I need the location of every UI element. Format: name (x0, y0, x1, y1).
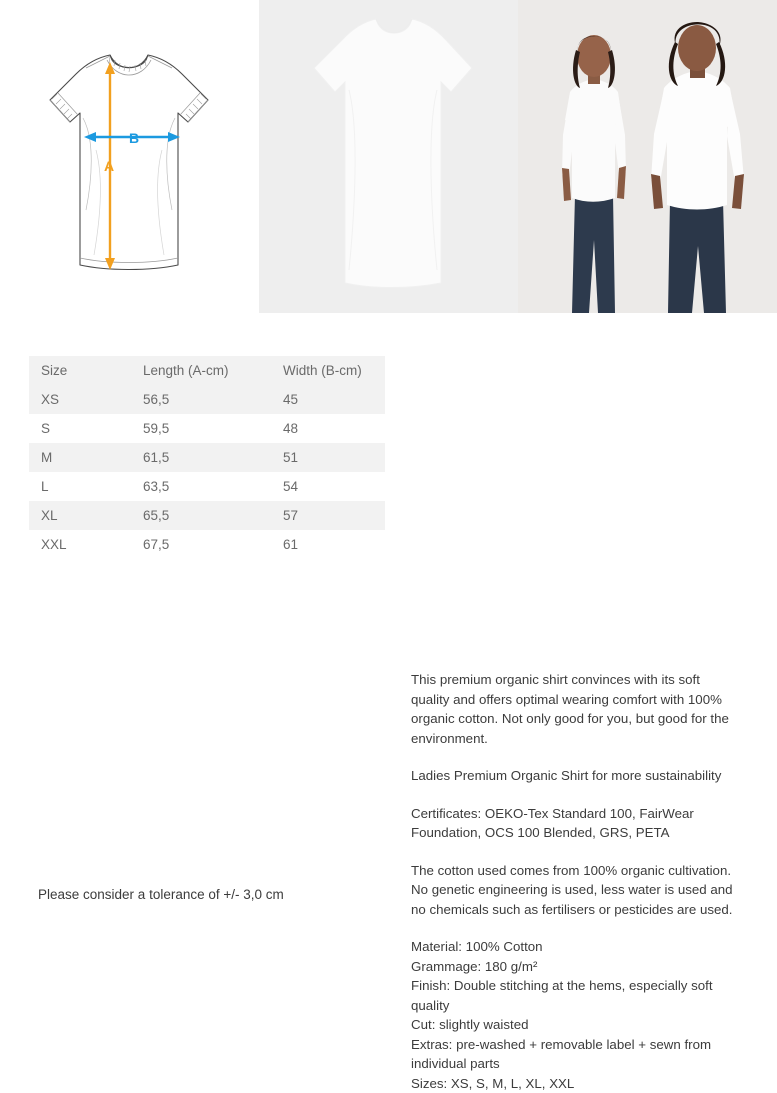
table-row (29, 472, 385, 501)
col-header-size: Size (29, 356, 131, 385)
table-row (29, 385, 385, 414)
table-row (29, 443, 385, 472)
description-certificates: Certificates: OEKO-Tex Standard 100, FairWear Foundation, OCS 100 Blended, GRS, PETA (411, 804, 741, 843)
cell-length: 56,5 (131, 385, 271, 414)
spec-finish: Finish: Double stitching at the hems, especially soft quality (411, 976, 741, 1015)
cell-length: 67,5 (131, 530, 271, 559)
col-header-length: Length (A-cm) (131, 356, 271, 385)
cell-size: XS (29, 385, 131, 414)
white-t-shirt-flat-icon (259, 0, 518, 313)
cell-width: 61 (271, 530, 385, 559)
cell-length: 65,5 (131, 501, 271, 530)
spec-sizes: Sizes: XS, S, M, L, XL, XXL (411, 1074, 741, 1093)
size-chart-table (29, 356, 385, 559)
flat-lay-panel (259, 0, 518, 313)
col-header-width: Width (B-cm) (271, 356, 385, 385)
models-photo-panel (518, 0, 777, 313)
spec-cut: Cut: slightly waisted (411, 1015, 741, 1035)
cell-size: M (29, 443, 131, 472)
spec-extras: Extras: pre-washed + removable label + sewn from individual parts (411, 1035, 741, 1074)
description-cotton-note: The cotton used comes from 100% organic cultivation. No genetic engineering is used, less water is used and no chemicals such as fertilisers or pesticides are used. (411, 861, 741, 920)
cell-size: XL (29, 501, 131, 530)
cell-length: 63,5 (131, 472, 271, 501)
cell-width: 57 (271, 501, 385, 530)
cell-size: XXL (29, 530, 131, 559)
cell-length: 61,5 (131, 443, 271, 472)
cell-width: 51 (271, 443, 385, 472)
t-shirt-measurement-icon (0, 0, 259, 313)
cell-width: 48 (271, 414, 385, 443)
cell-width: 54 (271, 472, 385, 501)
measurement-diagram-panel (0, 0, 259, 313)
tolerance-note: Please consider a tolerance of +/- 3,0 cm (38, 887, 284, 902)
cell-size: S (29, 414, 131, 443)
product-description (411, 670, 741, 1093)
description-product-line: Ladies Premium Organic Shirt for more sustainability (411, 766, 741, 786)
spec-grammage: Grammage: 180 g/m² (411, 957, 741, 977)
spec-material: Material: 100% Cotton (411, 937, 741, 957)
product-details-section (0, 313, 777, 873)
cell-width: 45 (271, 385, 385, 414)
cell-length: 59,5 (131, 414, 271, 443)
measurement-label-b: B (129, 130, 139, 146)
models-photo-illustration (518, 0, 777, 313)
description-intro: This premium organic shirt convinces with its soft quality and offers optimal wearing comfort with 100% organic cotton. Not only good for you, but good for the environment. (411, 670, 741, 748)
cell-size: L (29, 472, 131, 501)
table-row (29, 414, 385, 443)
table-row (29, 530, 385, 559)
table-header-row (29, 356, 385, 385)
table-row (29, 501, 385, 530)
measurement-label-a: A (104, 158, 114, 174)
product-image-strip (0, 0, 777, 313)
